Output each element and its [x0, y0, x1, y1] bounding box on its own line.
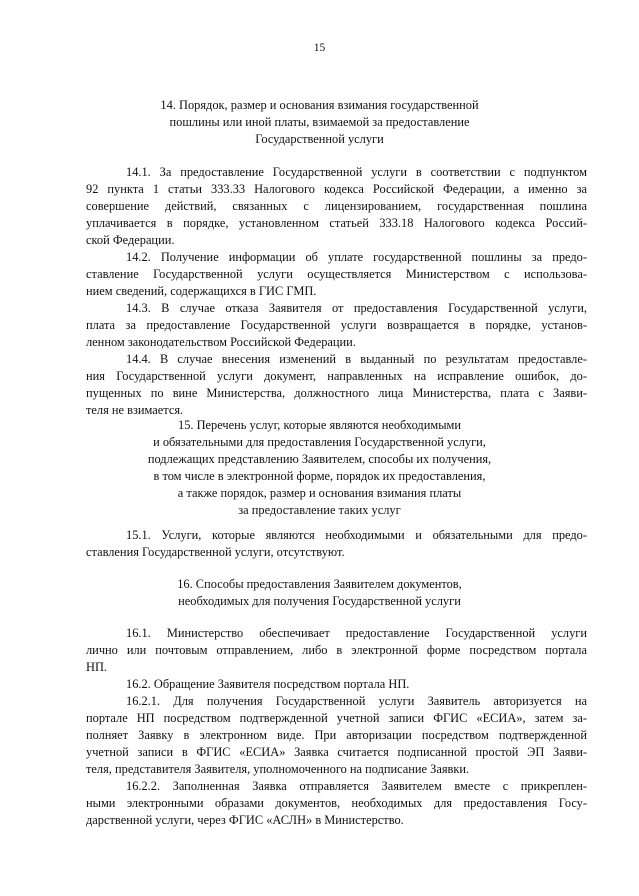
text-line: ленном законодательством Российской Федерации. — [86, 335, 356, 349]
text-line: 16.1. Министерство обеспечивает предоставление Государственной услуги — [126, 626, 587, 640]
heading-line: 16. Способы предоставления Заявителем документов, — [177, 577, 462, 591]
heading-line: за предоставление таких услуг — [238, 503, 401, 517]
heading-line: в том числе в электронной форме, порядок их предоставления, — [153, 469, 486, 483]
text-line: ния Государственной услуги документ, направленных на исправление ошибок, до- — [86, 369, 587, 383]
paragraph-16-1 — [86, 625, 587, 676]
text-line: ской Федерации. — [86, 233, 175, 247]
text-line: совершение действий, связанных с лицензированием, государственная пошлина — [86, 199, 587, 213]
text-line: 16.2.2. Заполненная Заявка отправляется Заявителем вместе с прикреплен- — [126, 779, 587, 793]
page-number: 15 — [313, 42, 326, 54]
paragraph-16-2-1 — [86, 693, 587, 778]
paragraph-16-2-2 — [86, 778, 587, 829]
heading-line: необходимых для получения Государственной услуги — [178, 594, 461, 608]
text-line: портале НП посредством подтвержденной учетной записи ФГИС «ЕСИА», затем за- — [86, 711, 587, 725]
text-line: плата за предоставление Государственной услуги возвращается в порядке, установ- — [86, 318, 587, 332]
text-line: нием сведений, содержащихся в ГИС ГМП. — [86, 284, 317, 298]
section-14-heading — [0, 97, 639, 148]
heading-line: Государственной услуги — [255, 132, 384, 146]
text-line: теля, представителя Заявителя, уполномоченного на подписание Заявки. — [86, 762, 470, 776]
text-line: теля не взимается. — [86, 403, 184, 417]
paragraph-15-1 — [86, 527, 587, 561]
text-line: 14.2. Получение информации об уплате государственной пошлины за предо- — [126, 250, 587, 264]
section-16-heading — [0, 576, 639, 610]
heading-line: пошлины или иной платы, взимаемой за предоставление — [169, 115, 470, 129]
text-line: ставления Государственной услуги, отсутствуют. — [86, 545, 345, 559]
text-line: полняет Заявку в электронном виде. При авторизации посредством подтвержденной — [86, 728, 587, 742]
heading-line: 15. Перечень услуг, которые являются необходимыми — [178, 418, 461, 432]
text-line: лично или почтовым отправлением, либо в электронной форме посредством портала — [86, 643, 587, 657]
paragraph-14-1 — [86, 164, 587, 249]
text-line: 15.1. Услуги, которые являются необходимыми и обязательными для предо- — [126, 528, 587, 542]
text-line: ставление Государственной услуги осуществляется Министерством с использова- — [86, 267, 587, 281]
heading-line: 14. Порядок, размер и основания взимания государственной — [160, 98, 479, 112]
text-line: 14.3. В случае отказа Заявителя от предоставления Государственной услуги, — [126, 301, 587, 315]
text-line: 16.2. Обращение Заявителя посредством портала НП. — [126, 677, 410, 691]
section-14-body — [86, 164, 587, 419]
text-line: НП. — [86, 660, 107, 674]
section-15-heading — [0, 417, 639, 519]
heading-line: подлежащих представлению Заявителем, способы их получения, — [147, 452, 492, 466]
text-line: 92 пункта 1 статьи 333.33 Налогового кодекса Российской Федерации, а именно за — [86, 182, 587, 196]
text-line: 16.2.1. Для получения Государственной услуги Заявитель авторизуется на — [126, 694, 587, 708]
text-line: 14.1. За предоставление Государственной услуги в соответствии с подпунктом — [126, 165, 587, 179]
text-line: дарственной услуги, через ФГИС «АСЛН» в Министерство. — [86, 813, 404, 827]
text-line: 14.4. В случае внесения изменений в выданный по результатам предоставле- — [126, 352, 587, 366]
paragraph-14-4 — [86, 351, 587, 419]
section-15-body — [86, 527, 587, 561]
paragraph-14-2 — [86, 249, 587, 300]
paragraph-14-3 — [86, 300, 587, 351]
paragraph-16-2 — [86, 676, 587, 693]
heading-line: а также порядок, размер и основания взимания платы — [177, 486, 462, 500]
text-line: учетной записи в ФГИС «ЕСИА» Заявка считается подписанной простой ЭП Заяви- — [86, 745, 587, 759]
section-16-body — [86, 625, 587, 829]
text-line: уплачивается в порядке, установленном статьей 333.18 Налогового кодекса Россий- — [86, 216, 587, 230]
text-line: пущенных по вине Министерства, должностного лица Министерства, плата с Заяви- — [86, 386, 587, 400]
heading-line: и обязательными для предоставления Государственной услуги, — [153, 435, 486, 449]
text-line: ными электронными образами документов, необходимых для предоставления Госу- — [86, 796, 587, 810]
